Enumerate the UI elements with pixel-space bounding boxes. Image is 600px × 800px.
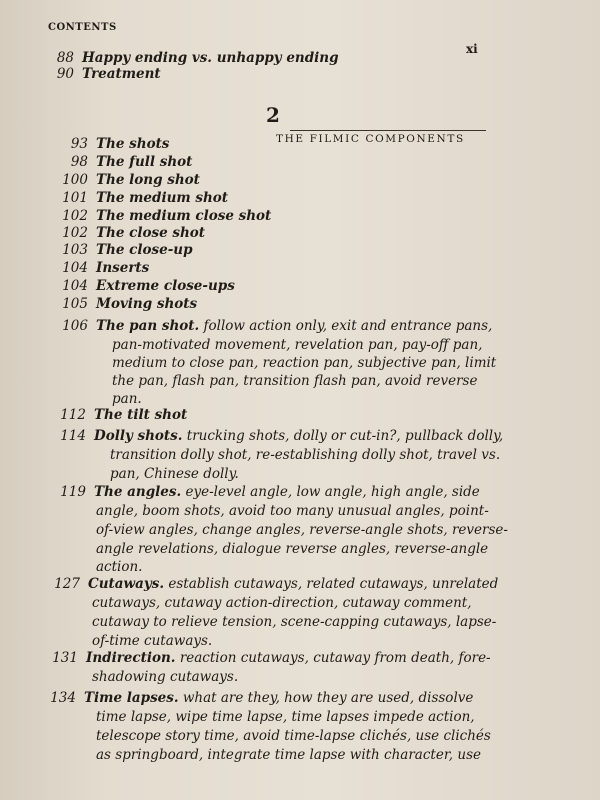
entry-continuation: pan, Chinese dolly.	[110, 466, 239, 482]
entry-continuation: pan.	[112, 391, 142, 407]
entry-page-number: 104	[62, 278, 88, 294]
entry-continuation: of-time cutaways.	[92, 633, 213, 649]
entry-title: The full shot	[96, 154, 193, 170]
entry-continuation: cutaway to relieve tension, scene-capping cutaways, lapse-	[92, 614, 497, 630]
entry-subtopics: follow action only, exit and entrance pans,	[203, 318, 493, 334]
entry-title: The angles.	[94, 484, 182, 500]
entry-continuation: transition dolly shot, re-establishing dolly shot, travel vs.	[110, 447, 501, 463]
entry-title: Time lapses.	[84, 690, 179, 706]
toc-entry	[48, 296, 197, 313]
chapter-title: THE FILMIC COMPONENTS	[276, 133, 465, 145]
entry-title: The close-up	[96, 242, 193, 258]
toc-entry	[48, 260, 149, 277]
entry-subtopics: eye-level angle, low angle, high angle, side	[185, 484, 480, 500]
entry-title: The medium shot	[96, 190, 229, 206]
toc-entry	[48, 136, 169, 153]
toc-entry	[46, 484, 480, 501]
entry-title: The shots	[96, 136, 170, 152]
toc-entry	[38, 650, 491, 667]
entry-subtopics: reaction cutaways, cutaway from death, fore-	[179, 650, 491, 666]
toc-entry	[48, 190, 228, 207]
chapter-rule	[290, 130, 486, 131]
entry-title: Happy ending vs. unhappy ending	[82, 50, 339, 66]
toc-entry	[48, 208, 271, 225]
entry-page-number: 90	[56, 66, 74, 82]
toc-entry	[48, 154, 192, 171]
toc-entry	[34, 66, 161, 83]
page-number: xi	[466, 42, 478, 56]
entry-page-number: 104	[62, 260, 88, 276]
toc-entry	[46, 428, 503, 445]
entry-page-number: 101	[62, 190, 88, 206]
toc-entry	[36, 690, 473, 707]
entry-page-number: 100	[62, 172, 88, 188]
entry-title: The pan shot.	[96, 318, 200, 334]
entry-title: Moving shots	[96, 296, 198, 312]
entry-continuation: shadowing cutaways.	[92, 669, 239, 685]
entry-subtopics: what are they, how they are used, dissolve	[182, 690, 474, 706]
entry-title: Treatment	[82, 66, 161, 82]
entry-page-number: 131	[52, 650, 78, 666]
chapter-number: 2	[266, 103, 280, 127]
entry-page-number: 88	[56, 50, 74, 66]
entry-title: The long shot	[96, 172, 200, 188]
entry-page-number: 93	[70, 136, 88, 152]
entry-title: Dolly shots.	[94, 428, 183, 444]
entry-title: Cutaways.	[88, 576, 165, 592]
entry-title: The medium close shot	[96, 208, 272, 224]
entry-page-number: 127	[54, 576, 80, 592]
toc-entry	[48, 172, 200, 189]
entry-continuation: time lapse, wipe time lapse, time lapses impede action,	[96, 709, 475, 725]
running-head: CONTENTS	[48, 22, 117, 33]
entry-title: Inserts	[96, 260, 150, 276]
entry-continuation: the pan, flash pan, transition flash pan, avoid reverse	[112, 373, 478, 389]
entry-title: Indirection.	[86, 650, 176, 666]
entry-title: The tilt shot	[94, 407, 188, 423]
entry-continuation: angle revelations, dialogue reverse angles, reverse-angle	[96, 541, 489, 557]
entry-continuation: of-view angles, change angles, reverse-angle shots, reverse-	[96, 522, 508, 538]
entry-page-number: 102	[62, 225, 88, 241]
entry-continuation: telescope story time, avoid time-lapse clichés, use clichés	[96, 728, 491, 744]
entry-continuation: action.	[96, 559, 143, 575]
entry-page-number: 105	[62, 296, 88, 312]
toc-entry	[48, 242, 193, 259]
entry-continuation: angle, boom shots, avoid too many unusual angles, point-	[96, 503, 489, 519]
entry-continuation: pan-motivated movement, revelation pan, pay-off pan,	[112, 337, 483, 353]
entry-page-number: 112	[60, 407, 86, 423]
toc-entry	[48, 278, 235, 295]
toc-entry	[48, 225, 205, 242]
entry-page-number: 119	[60, 484, 86, 500]
chapter-heading	[266, 103, 480, 146]
entry-title: The close shot	[96, 225, 206, 241]
entry-page-number: 134	[50, 690, 76, 706]
entry-continuation: cutaways, cutaway action-direction, cutaway comment,	[92, 595, 472, 611]
toc-entry	[34, 50, 339, 67]
entry-continuation: medium to close pan, reaction pan, subjective pan, limit	[112, 355, 497, 371]
entry-page-number: 103	[62, 242, 88, 258]
toc-entry	[46, 407, 187, 424]
entry-page-number: 114	[60, 428, 86, 444]
entry-subtopics: trucking shots, dolly or cut-in?, pullback dolly,	[186, 428, 504, 444]
entry-title: Extreme close-ups	[96, 278, 235, 294]
entry-page-number: 106	[62, 318, 88, 334]
toc-entry	[40, 576, 498, 593]
entry-page-number: 102	[62, 208, 88, 224]
toc-entry	[48, 318, 492, 335]
entry-continuation: as springboard, integrate time lapse with character, use	[96, 747, 481, 763]
entry-subtopics: establish cutaways, related cutaways, unrelated	[168, 576, 499, 592]
entry-page-number: 98	[70, 154, 88, 170]
